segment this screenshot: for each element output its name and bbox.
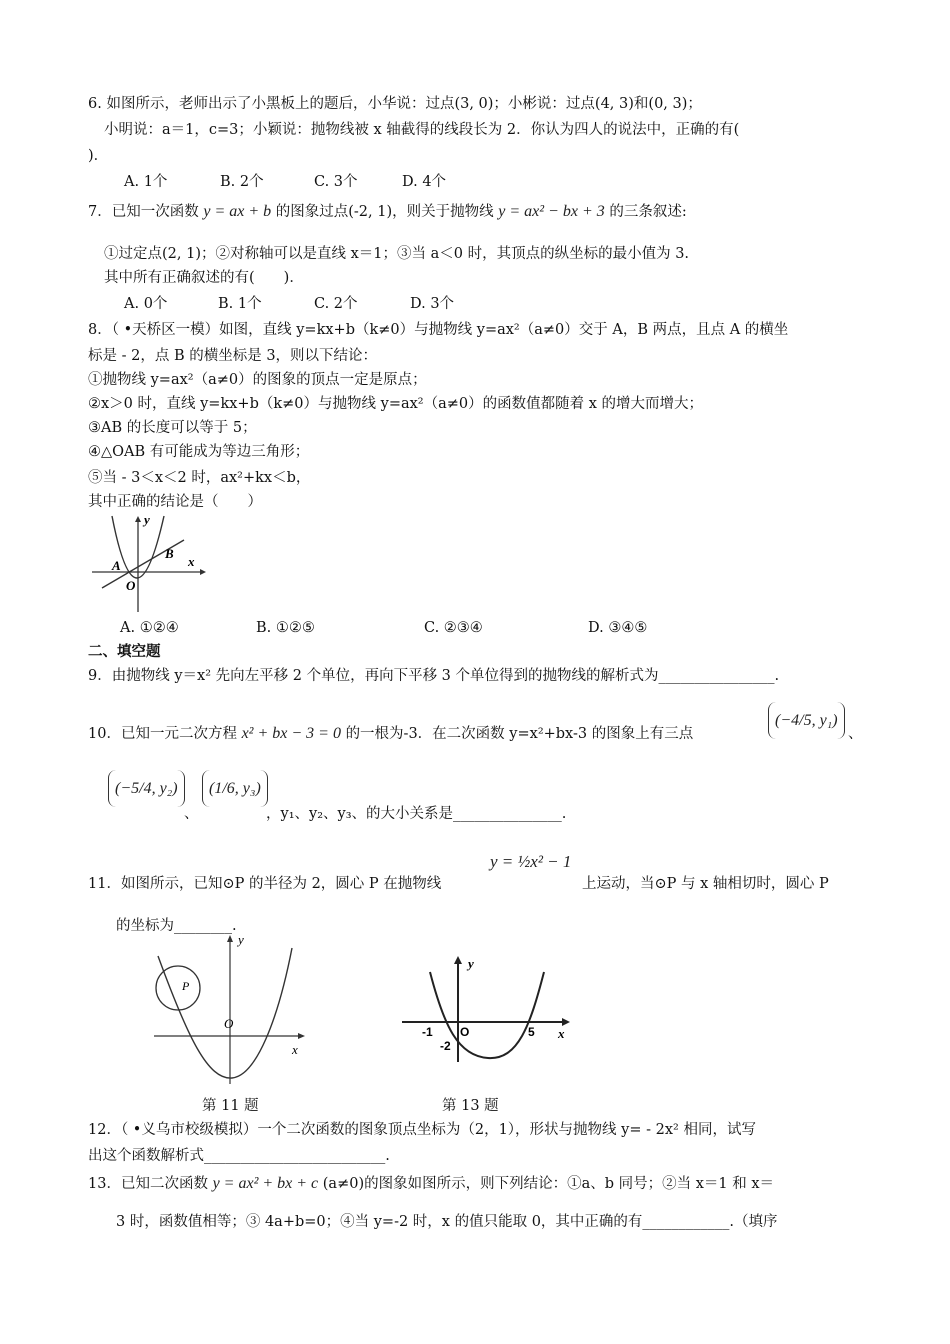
q7-option-a: A. 0个 [124,296,168,312]
q10-equation: x² + bx − 3 = 0 [241,725,341,742]
q6-option-a: A. 1个 [124,174,168,190]
q7-option-d: D. 3个 [410,296,455,312]
fig11-label-x: x [292,1042,298,1057]
fig11-x-arrow [298,1033,305,1039]
q8-figure [88,512,208,614]
q10-mid: 的一根为-3．在二次函数 y=x²+bx-3 的图象上有三点 [345,726,694,742]
q7-formula-parabola: y = ax² − bx + 3 [498,203,605,220]
q10-point-1 [768,702,845,739]
q13-formula: y = ax² + bx + c [212,1175,319,1192]
q11-line1-post: 上运动，当⊙P 与 x 轴相切时，圆心 P [582,876,829,892]
q11-formula: y = ½x² − 1 [490,852,572,871]
q10-point-2-text: (−5/4, y₂) [115,780,178,797]
q10-post: ，y₁、y₂、y₃、的大小关系是_______________. [266,806,567,822]
q11-line2: 的坐标为________. [116,918,237,934]
fig11-label-y: y [238,932,244,947]
q8-option-a: A. ①②④ [120,620,179,636]
q10-point-1-text: (−4/5, y₁) [775,712,838,729]
q10-point-2 [108,770,185,807]
section-heading: 二、填空题 [88,643,161,660]
q10-point-3-text: (1/6, y₃) [209,780,261,797]
q12-line2: 出这个函数解析式_________________________. [88,1148,390,1164]
q8-statement-5: ⑤当 - 3＜x＜2 时，ax²+kx＜b， [88,470,311,486]
q8-label-b: B [165,546,174,561]
q6-line3: )． [88,148,109,164]
fig11-caption: 第 11 题 [202,1098,259,1114]
q8-option-b: B. ①②⑤ [256,620,315,636]
q10-comma-1: 、 [848,726,863,742]
q6-option-b: B. 2个 [220,174,264,190]
q7-line1 [88,202,687,222]
q8-statement-2: ②x＞0 时，直线 y=kx+b（k≠0）与抛物线 y=ax²（a≠0）的函数值都随着 x 的增大而增大； [88,396,704,412]
q7-formula-linear: y = ax + b [203,203,272,220]
q11-line1-pre: 11．如图所示，已知⊙P 的半径为 2，圆心 P 在抛物线 [88,876,442,892]
fig13-y-arrow [454,956,462,964]
q8-y-arrow [135,516,141,522]
q7-option-b: B. 1个 [218,296,262,312]
q7-option-c: C. 2个 [314,296,358,312]
fig11 [150,930,310,1088]
q10-line1 [88,724,693,744]
q13-line1 [88,1174,774,1194]
fig13-label-o: O [460,1025,470,1039]
fig13-caption: 第 13 题 [442,1098,499,1114]
q12-line1: 12．（ •义乌市校级模拟）一个二次函数的图象顶点坐标为（2，1），形状与抛物线 y= - 2x² 相同，试写 [88,1122,756,1138]
fig11-y-arrow [227,935,233,942]
q9-line: 9．由抛物线 y＝x² 先向左平移 2 个单位，再向下平移 3 个单位得到的抛物线的解析式为________________. [88,668,780,684]
fig11-circle [156,966,200,1010]
fig13-label-y: y [468,956,474,971]
fig13-label-x: x [558,1026,565,1041]
q8-label-o: O [126,578,136,593]
fig13-x-arrow [562,1018,570,1026]
q8-line2: 标是 - 2，点 B 的横坐标是 3，则以下结论： [88,348,378,364]
q8-line8: 其中正确的结论是（ ） [88,494,262,510]
q8-statement-3: ③AB 的长度可以等于 5； [88,420,257,436]
fig13 [398,954,578,1064]
fig11-parabola [158,948,292,1078]
q8-line1: 8．（ •天桥区一模）如图，直线 y=kx+b（k≠0）与抛物线 y=ax²（a≠0）交于 A，B 两点，且点 A 的横坐 [88,322,789,338]
fig11-label-o: O [224,1016,234,1031]
q6-line1: 6. 如图所示，老师出示了小黑板上的题后，小华说：过点(3, 0)；小彬说：过点(4, 3)和(0, 3)； [88,96,702,112]
q7-post: 的三条叙述: [609,204,687,220]
q6-line2: 小明说：a＝1，c=3；小颖说：抛物线被 x 轴截得的线段长为 2．你认为四人的说法中，正确的有( [104,122,740,138]
q8-statement-1: ①抛物线 y=ax²（a≠0）的图象的顶点一定是原点； [88,372,427,388]
q8-option-c: C. ②③④ [424,620,483,636]
q7-line2: ①过定点(2, 1)；②对称轴可以是直线 x＝1；③当 a＜0 时，其顶点的纵坐标的最小值为 3. [104,246,690,262]
q6-option-d: D. 4个 [402,174,447,190]
q13-line2: 3 时，函数值相等；③ 4a+b=0；④当 y=-2 时，x 的值只能取 0，其中正确的有____________.（填序 [116,1214,778,1230]
fig13-label-minus1: -1 [422,1025,433,1039]
q8-option-d: D. ③④⑤ [588,620,648,636]
q8-x-arrow [200,569,206,575]
q13-post: (a≠0)的图象如图所示，则下列结论：①a、b 同号；②当 x＝1 和 x＝ [322,1176,775,1192]
q6-option-c: C. 3个 [314,174,358,190]
q13-pre: 13．已知二次函数 [88,1176,208,1192]
q10-comma-2: 、 [184,806,199,822]
q8-label-a: A [112,558,121,573]
q7-line3: 其中所有正确叙述的有( )． [104,270,304,286]
q8-label-x: x [188,554,195,569]
fig13-label-5: 5 [528,1025,535,1039]
fig13-label-minus2: -2 [440,1039,451,1053]
q10-pre: 10．已知一元二次方程 [88,726,237,742]
q7-pre: 7．已知一次函数 [88,204,199,220]
q7-mid: 的图象过点(-2, 1)，则关于抛物线 [275,204,494,220]
q10-point-3 [202,770,268,807]
q8-statement-4: ④△OAB 有可能成为等边三角形； [88,444,310,460]
fig11-label-p: P [182,979,190,993]
q8-label-y: y [144,512,150,527]
